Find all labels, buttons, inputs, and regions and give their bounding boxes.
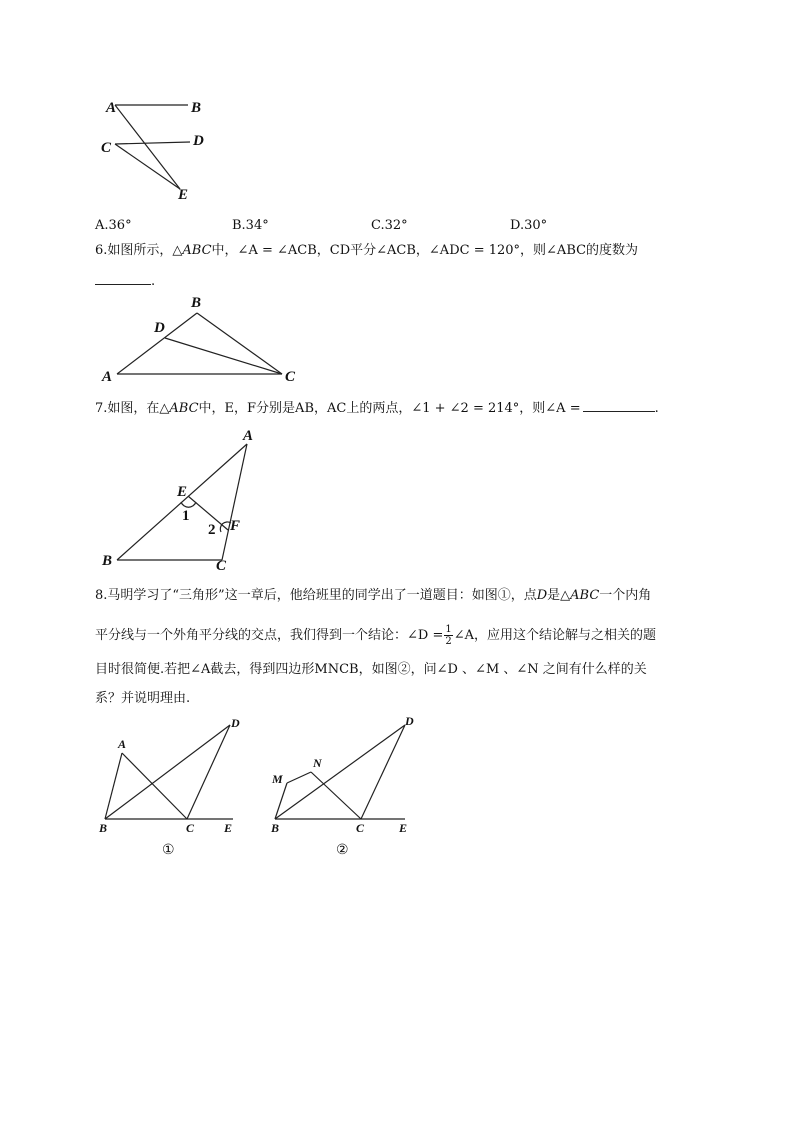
q6-text-b: 中，∠A = ∠ACB，CD平分∠ACB，∠ADC = 120°，则∠ABC的度数为 bbox=[211, 243, 639, 258]
q6-label-B: B bbox=[191, 295, 202, 311]
q7-blank bbox=[583, 399, 655, 412]
q8-fig2-label-C: C bbox=[356, 821, 365, 835]
q8-text-2a: 平分线与一个外角平分线的交点，我们得到一个结论：∠D = bbox=[95, 628, 444, 643]
q8-fig2-label-D: D bbox=[405, 714, 414, 728]
q8-fig1-label-D: D bbox=[231, 716, 240, 730]
q6-label-D: D bbox=[154, 320, 165, 336]
q8-figure-1 bbox=[95, 715, 240, 830]
q8-fig1-label-E: E bbox=[224, 821, 233, 835]
q5-label-B: B bbox=[191, 100, 202, 116]
q8-fig2-label-B: B bbox=[271, 821, 280, 835]
q7-label-A: A bbox=[243, 428, 254, 444]
q5-label-A: A bbox=[106, 100, 117, 116]
q5-option-b: B.34° bbox=[232, 218, 269, 233]
q8-text-1a: 8.马明学习了“三角形”这一章后，他给班里的同学出了一道题目：如图①，点 bbox=[95, 588, 537, 603]
q7-text-b: 中，E，F分别是AB，AC上的两点，∠1 + ∠2 = 214°，则∠A = bbox=[198, 401, 581, 416]
q7-figure bbox=[100, 430, 270, 575]
q5-label-D: D bbox=[193, 133, 204, 149]
q8-triangle: △ABC bbox=[560, 588, 600, 603]
q7-question bbox=[95, 399, 659, 417]
q8-line-3: 目时很简便.若把∠A截去，得到四边形MNCB，如图②，问∠D 、∠M 、∠N 之间有什么样的关 bbox=[95, 662, 647, 677]
q7-label-B: B bbox=[102, 553, 113, 569]
q8-line-4: 系？并说明理由. bbox=[95, 691, 191, 706]
q8-line-2 bbox=[95, 621, 656, 651]
q7-triangle: △ABC bbox=[159, 401, 199, 416]
q7-label-E: E bbox=[177, 484, 188, 500]
q8-figure-2 bbox=[265, 715, 415, 830]
q5-option-d: D.30° bbox=[510, 218, 548, 233]
q8-text-1b: 是 bbox=[547, 588, 561, 603]
q8-fig2-label-N: N bbox=[313, 756, 322, 770]
q6-triangle: △ABC bbox=[172, 243, 212, 258]
q8-fig2-caption: ② bbox=[336, 842, 349, 858]
q8-fig2-label-E: E bbox=[399, 821, 408, 835]
q8-text-2b: ∠A，应用这个结论解与之相关的题 bbox=[453, 628, 656, 643]
q8-line-1 bbox=[95, 588, 651, 604]
q6-blank bbox=[95, 272, 151, 285]
q8-fig1-label-A: A bbox=[118, 737, 127, 751]
q5-label-C: C bbox=[101, 140, 112, 156]
q6-label-A: A bbox=[102, 369, 113, 385]
q7-text-a: 7.如图，在 bbox=[95, 401, 160, 416]
q8-fig1-label-B: B bbox=[99, 821, 108, 835]
q7-angle-1: 1 bbox=[182, 508, 190, 524]
q8-fraction-num: 1 bbox=[445, 624, 452, 635]
q7-end: . bbox=[654, 401, 659, 416]
q8-point-D: D bbox=[536, 588, 548, 603]
q8-text-1c: 一个内角 bbox=[599, 588, 652, 603]
q5-option-c: C.32° bbox=[371, 218, 408, 233]
q7-label-F: F bbox=[230, 518, 241, 534]
q6-question bbox=[95, 243, 638, 259]
q8-fig1-caption: ① bbox=[162, 842, 175, 858]
q8-fig1-label-C: C bbox=[186, 821, 195, 835]
q6-answer-line bbox=[95, 272, 155, 290]
q8-fraction-den: 2 bbox=[445, 636, 452, 647]
q7-label-C: C bbox=[216, 558, 227, 574]
q6-text-a: 6.如图所示， bbox=[95, 243, 173, 258]
q6-label-C: C bbox=[285, 369, 296, 385]
q6-end: . bbox=[151, 274, 156, 289]
q8-fig2-label-M: M bbox=[272, 772, 283, 786]
q5-label-E: E bbox=[178, 187, 189, 203]
q5-option-a: A.36° bbox=[95, 218, 132, 233]
q7-angle-2: 2 bbox=[208, 522, 216, 538]
q8-fraction bbox=[444, 624, 452, 647]
